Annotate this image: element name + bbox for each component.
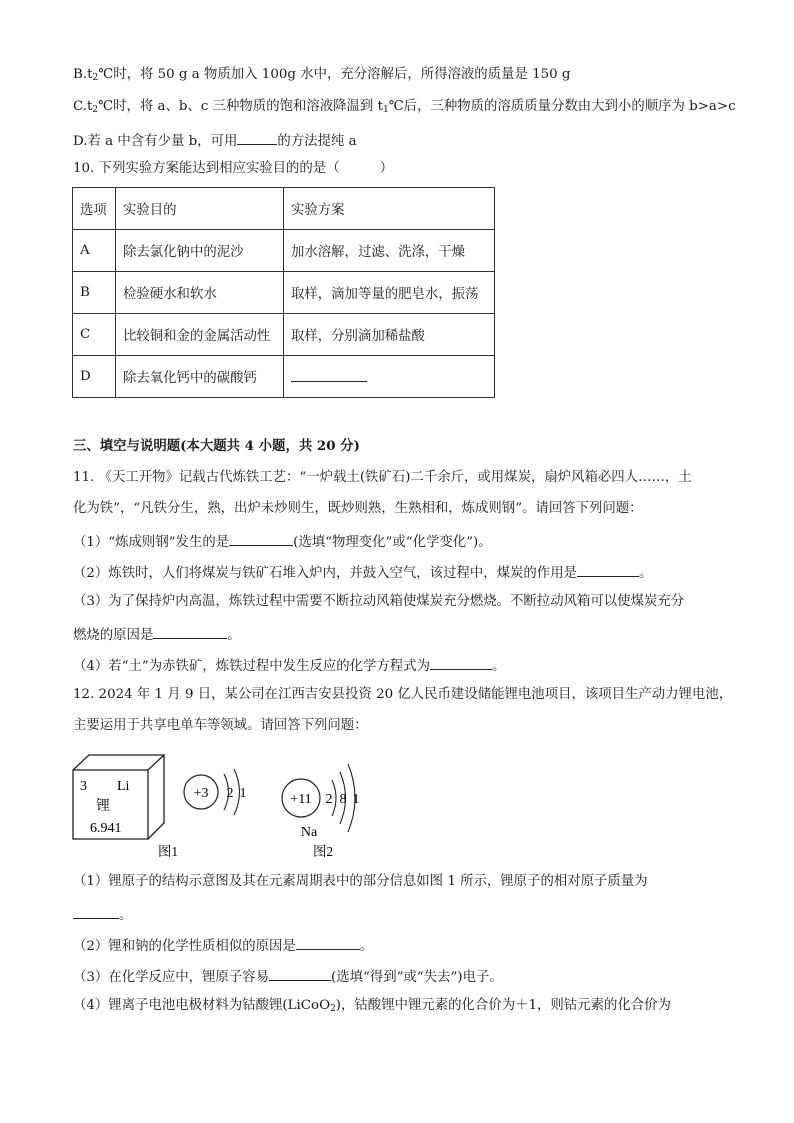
q9-option-d: D.若 a 中含有少量 b，可用 的方法提纯 a bbox=[73, 130, 357, 151]
sodium-atom-diagram bbox=[282, 764, 360, 832]
table-cell: 取样，滴加等量的肥皂水，振荡 bbox=[284, 272, 495, 314]
answer-blank[interactable] bbox=[153, 624, 227, 639]
answer-blank[interactable] bbox=[291, 367, 367, 382]
q12-part1-cont: 。 bbox=[73, 904, 132, 925]
atomic-mass: 6.941 bbox=[90, 821, 122, 836]
q11-stem-line1: 11. 《天工开物》记载古代炼铁工艺：“一炉载土(铁矿石)二千余斤，或用煤炭，扇炉风箱必四人……，土 bbox=[73, 470, 692, 485]
table-cell: 除去氧化钙中的碳酸钙 bbox=[116, 356, 284, 398]
shell-electrons: 2 bbox=[325, 792, 333, 807]
shell-electrons: 1 bbox=[352, 792, 360, 807]
q12-part2: （2）锂和钠的化学性质相似的原因是 。 bbox=[73, 935, 373, 956]
answer-blank[interactable] bbox=[269, 966, 331, 981]
q11-part3: （3）为了保持炉内高温，炼铁过程中需要不断拉动风箱使煤炭充分燃烧。不断拉动风箱可以使煤炭充分 bbox=[73, 594, 685, 609]
nucleus-charge: +3 bbox=[193, 786, 209, 801]
figure-caption: 图1 bbox=[157, 844, 179, 859]
q12-stem-line1: 12. 2024 年 1 月 9 日，某公司在江西吉安县投资 20 亿人民币建设储能锂电池项目，该项目生产动力锂电池， bbox=[73, 687, 733, 702]
figure-1 bbox=[70, 752, 260, 864]
q9-option-b: $B.t_2℃$时，将 50 g a 物质加入 100g 水中，充分溶解后，所得溶液的质量是 150 g bbox=[73, 67, 571, 83]
element-symbol: Na bbox=[300, 825, 318, 840]
figure-2 bbox=[276, 752, 376, 864]
element-symbol: Li bbox=[117, 779, 130, 794]
q11-part4: （4）若“土”为赤铁矿，炼铁过程中发生反应的化学方程式为 。 bbox=[73, 655, 505, 676]
q9-option-c: $C.t_2℃$时，将 a、b、c 三种物质的饱和溶液降温到 $t_1℃$后，三种物质的溶质质量分数由大到小的顺序为 b>a>c bbox=[73, 99, 736, 115]
table-row bbox=[73, 272, 495, 314]
shell-electrons: 2 bbox=[226, 786, 234, 801]
q12-part4: （4）锂离子电池电极材料为钴酸锂(LiCoO$_2$)，钴酸锂中锂元素的化合价为＋1，则钴元素的化合价为 bbox=[73, 998, 671, 1014]
table-header-cell: 实验目的 bbox=[116, 188, 284, 230]
table-cell: D bbox=[73, 356, 116, 398]
section-title: 三、填空与说明题(本大题共 4 小题，共 20 分) bbox=[73, 438, 360, 454]
q12-part3: （3）在化学反应中，锂原子容易 (选填“得到”或“失去”)电子。 bbox=[73, 966, 503, 987]
table-cell: 加水溶解，过滤、洗涤，干燥 bbox=[284, 230, 495, 272]
answer-blank[interactable] bbox=[237, 130, 277, 145]
answer-blank[interactable] bbox=[577, 562, 639, 577]
shell-electrons: 8 bbox=[339, 792, 347, 807]
table-row bbox=[73, 356, 495, 398]
table-header-row bbox=[73, 188, 495, 230]
answer-blank[interactable] bbox=[229, 531, 293, 546]
atomic-number: 3 bbox=[80, 779, 87, 794]
q11-part2: （2）炼铁时，人们将煤炭与铁矿石堆入炉内，并鼓入空气，该过程中，煤炭的作用是 。 bbox=[73, 562, 652, 583]
shell-electrons: 1 bbox=[239, 786, 247, 801]
table-cell: 取样，分别滴加稀盐酸 bbox=[284, 314, 495, 356]
table-cell: 除去氯化钠中的泥沙 bbox=[116, 230, 284, 272]
figure-caption: 图2 bbox=[312, 844, 334, 859]
answer-blank[interactable] bbox=[430, 655, 492, 670]
nucleus-charge: +11 bbox=[290, 792, 312, 807]
answer-blank[interactable] bbox=[296, 935, 360, 950]
element-name: 锂 bbox=[96, 799, 110, 814]
q11-part1: （1）“炼成则钢”发生的是 (选填“物理变化”或“化学变化”)。 bbox=[73, 531, 492, 552]
table-cell: A bbox=[73, 230, 116, 272]
q10-stem: 10. 下列实验方案能达到相应实验目的的是（ ） bbox=[73, 161, 394, 176]
q12-part1: （1）锂原子的结构示意图及其在元素周期表中的部分信息如图 1 所示，锂原子的相对原子质量为 bbox=[73, 874, 648, 889]
q12-stem-line2: 主要运用于共享电单车等领域。请回答下列问题： bbox=[73, 718, 368, 733]
table-cell: B bbox=[73, 272, 116, 314]
table-cell: 比较铜和金的金属活动性 bbox=[116, 314, 284, 356]
lithium-atom-diagram bbox=[184, 769, 247, 815]
experiment-table bbox=[72, 187, 495, 398]
table-cell: 检验硬水和软水 bbox=[116, 272, 284, 314]
table-cell bbox=[284, 356, 495, 398]
q11-stem-line2: 化为铁”，“凡铁分生，熟，出炉未炒则生，既炒则熟，生熟相和，炼成则钢”。请回答下列问题： bbox=[73, 501, 643, 516]
table-header-cell: 选项 bbox=[73, 188, 116, 230]
answer-blank[interactable] bbox=[73, 904, 119, 919]
table-row bbox=[73, 314, 495, 356]
table-header-cell: 实验方案 bbox=[284, 188, 495, 230]
table-cell: C bbox=[73, 314, 116, 356]
q11-part3-cont: 燃烧的原因是 。 bbox=[73, 624, 241, 645]
table-row bbox=[73, 230, 495, 272]
